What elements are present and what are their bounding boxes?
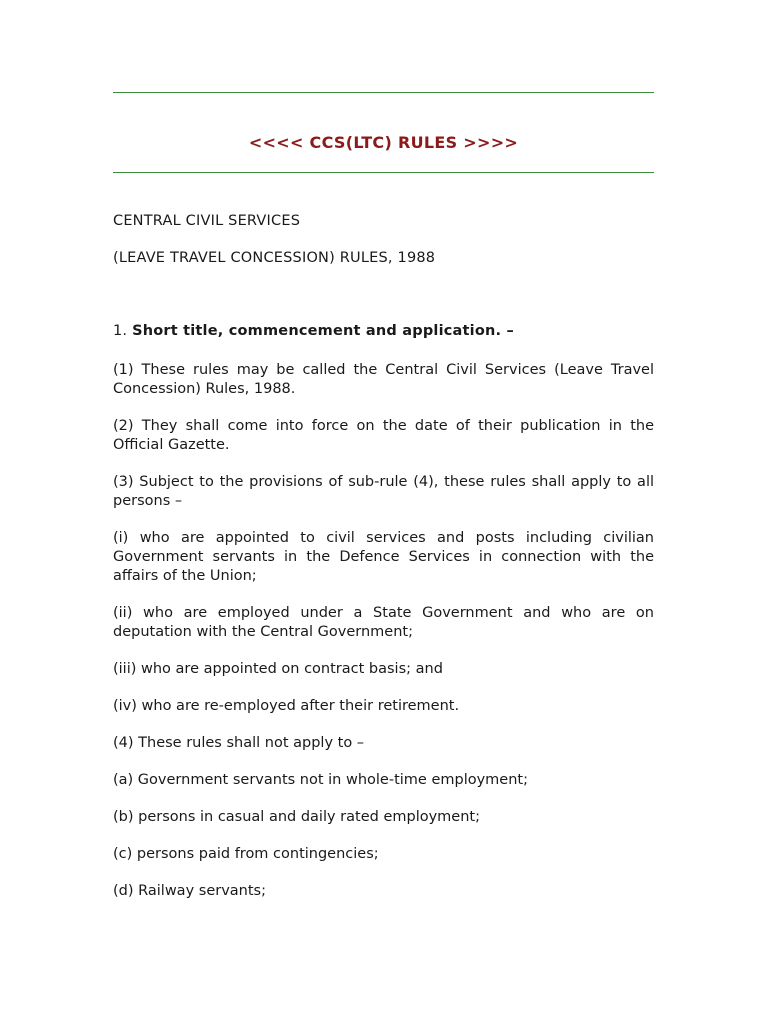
paragraph: (1) These rules may be called the Central Civil Services (Leave Travel Concession) Rules, 1988.: [113, 362, 654, 397]
section-number: 1.: [113, 323, 128, 339]
top-divider: [113, 92, 654, 93]
paragraph: (3) Subject to the provisions of sub-rule (4), these rules shall apply to all persons –: [113, 474, 654, 509]
section-title: Short title, commencement and application. –: [132, 323, 514, 339]
heading-line-1: CENTRAL CIVIL SERVICES: [113, 213, 301, 229]
paragraph: (d) Railway servants;: [113, 883, 266, 899]
document-title: <<<< CCS(LTC) RULES >>>>: [248, 133, 519, 152]
heading-line-2: (LEAVE TRAVEL CONCESSION) RULES, 1988: [113, 250, 436, 266]
paragraph: (ii) who are employed under a State Government and who are on deputation with the Central Government;: [113, 605, 654, 640]
paragraph: (c) persons paid from contingencies;: [113, 846, 379, 862]
section-heading: [113, 323, 514, 339]
paragraph: (a) Government servants not in whole-time employment;: [113, 772, 528, 788]
paragraph: (4) These rules shall not apply to –: [113, 735, 365, 751]
paragraph: (2) They shall come into force on the date of their publication in the Official Gazette.: [113, 418, 654, 453]
bottom-divider: [113, 172, 654, 173]
paragraph: (iv) who are re-employed after their retirement.: [113, 698, 460, 714]
paragraph: (i) who are appointed to civil services and posts including civilian Government servants in the Defence Services in connection with the affairs of the Union;: [113, 530, 654, 584]
document-body: [113, 361, 654, 919]
paragraph: (b) persons in casual and daily rated employment;: [113, 809, 480, 825]
paragraph: (iii) who are appointed on contract basis; and: [113, 661, 443, 677]
